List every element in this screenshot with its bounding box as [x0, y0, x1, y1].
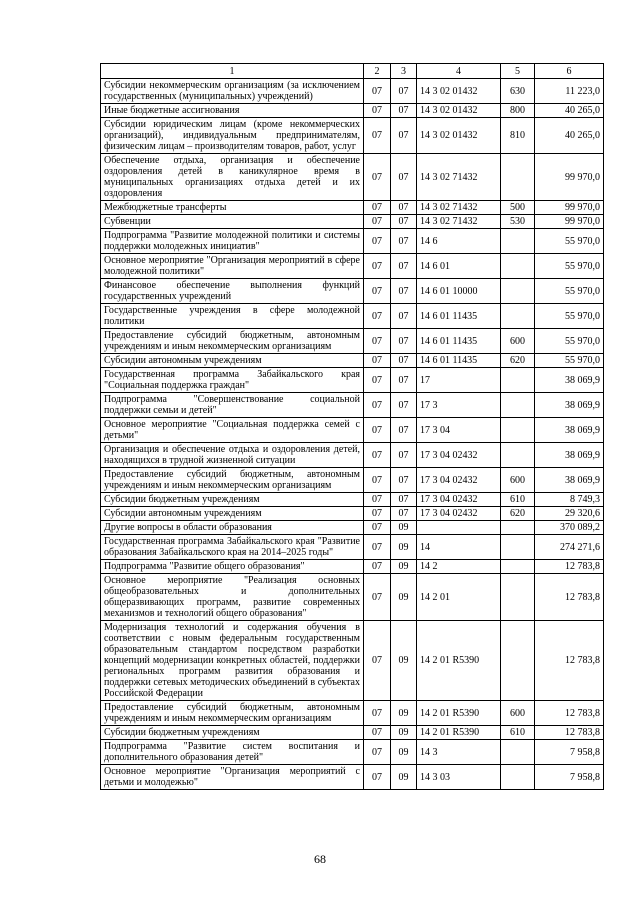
column-header: 4 [417, 64, 501, 79]
subsection-code-cell: 07 [391, 201, 417, 215]
section-code-cell: 07 [364, 279, 391, 304]
column-header: 6 [535, 64, 604, 79]
target-article-code-cell: 14 3 02 71432 [417, 154, 501, 201]
row-name-cell: Финансовое обеспечение выполнения функций государственных учреждений [101, 279, 364, 304]
row-name-cell: Основное мероприятие "Организация мероприятий с детьми и молодежью" [101, 765, 364, 790]
subsection-code-cell: 09 [391, 560, 417, 574]
amount-cell: 38 069,9 [535, 368, 604, 393]
amount-cell: 11 223,0 [535, 79, 604, 104]
section-code-cell: 07 [364, 701, 391, 726]
table-row [101, 443, 604, 468]
table-row [101, 254, 604, 279]
subsection-code-cell: 07 [391, 393, 417, 418]
table-row [101, 726, 604, 740]
table-header-row [101, 64, 604, 79]
amount-cell: 55 970,0 [535, 304, 604, 329]
amount-cell: 40 265,0 [535, 104, 604, 118]
subsection-code-cell: 07 [391, 329, 417, 354]
section-code-cell: 07 [364, 418, 391, 443]
subsection-code-cell: 07 [391, 254, 417, 279]
column-header: 1 [101, 64, 364, 79]
target-article-code-cell: 17 3 [417, 393, 501, 418]
target-article-code-cell: 14 2 01 R5390 [417, 621, 501, 701]
expense-type-code-cell: 620 [501, 507, 535, 521]
subsection-code-cell: 09 [391, 740, 417, 765]
subsection-code-cell: 07 [391, 104, 417, 118]
expense-type-code-cell [501, 443, 535, 468]
amount-cell: 55 970,0 [535, 279, 604, 304]
row-name-cell: Субсидии юридическим лицам (кроме некоммерческих организаций), индивидуальным предпринимателям, физическим лицам – производителям товаров, работ, услуг [101, 118, 364, 154]
table-row [101, 104, 604, 118]
section-code-cell: 07 [364, 354, 391, 368]
row-name-cell: Подпрограмма "Развитие систем воспитания и дополнительного образования детей" [101, 740, 364, 765]
subsection-code-cell: 07 [391, 443, 417, 468]
row-name-cell: Основное мероприятие "Реализация основных общеобразовательных и дополнительных общеразвивающих программ, развитие современных механизмов и технологий общего образования" [101, 574, 364, 621]
subsection-code-cell: 09 [391, 521, 417, 535]
expense-type-code-cell [501, 621, 535, 701]
table-row [101, 621, 604, 701]
expense-type-code-cell: 610 [501, 493, 535, 507]
amount-cell: 7 958,8 [535, 765, 604, 790]
row-name-cell: Субсидии бюджетным учреждениям [101, 493, 364, 507]
amount-cell: 12 783,8 [535, 701, 604, 726]
expense-type-code-cell [501, 418, 535, 443]
amount-cell: 38 069,9 [535, 418, 604, 443]
target-article-code-cell: 17 3 04 02432 [417, 468, 501, 493]
expense-type-code-cell [501, 254, 535, 279]
section-code-cell: 07 [364, 393, 391, 418]
section-code-cell: 07 [364, 726, 391, 740]
table-row [101, 418, 604, 443]
expense-type-code-cell: 620 [501, 354, 535, 368]
subsection-code-cell: 07 [391, 368, 417, 393]
expense-type-code-cell [501, 279, 535, 304]
target-article-code-cell: 14 6 01 [417, 254, 501, 279]
subsection-code-cell: 07 [391, 304, 417, 329]
table-row [101, 229, 604, 254]
subsection-code-cell: 09 [391, 726, 417, 740]
table-row [101, 354, 604, 368]
table-row [101, 154, 604, 201]
expense-type-code-cell: 600 [501, 701, 535, 726]
subsection-code-cell: 07 [391, 493, 417, 507]
table-row [101, 201, 604, 215]
expense-type-code-cell [501, 521, 535, 535]
table-row [101, 521, 604, 535]
table-row [101, 79, 604, 104]
section-code-cell: 07 [364, 574, 391, 621]
row-name-cell: Государственные учреждения в сфере молодежной политики [101, 304, 364, 329]
section-code-cell: 07 [364, 560, 391, 574]
table-row [101, 765, 604, 790]
table-row [101, 574, 604, 621]
expense-type-code-cell [501, 304, 535, 329]
section-code-cell: 07 [364, 468, 391, 493]
subsection-code-cell: 09 [391, 701, 417, 726]
subsection-code-cell: 07 [391, 154, 417, 201]
expense-type-code-cell [501, 393, 535, 418]
row-name-cell: Подпрограмма "Развитие молодежной политики и системы поддержки молодежных инициатив" [101, 229, 364, 254]
amount-cell: 7 958,8 [535, 740, 604, 765]
subsection-code-cell: 07 [391, 229, 417, 254]
amount-cell: 370 089,2 [535, 521, 604, 535]
section-code-cell: 07 [364, 254, 391, 279]
target-article-code-cell: 14 3 02 71432 [417, 201, 501, 215]
expense-type-code-cell: 600 [501, 329, 535, 354]
amount-cell: 29 320,6 [535, 507, 604, 521]
row-name-cell: Подпрограмма "Совершенствование социальной поддержки семьи и детей" [101, 393, 364, 418]
table-row [101, 493, 604, 507]
section-code-cell: 07 [364, 304, 391, 329]
row-name-cell: Иные бюджетные ассигнования [101, 104, 364, 118]
column-header: 2 [364, 64, 391, 79]
target-article-code-cell: 14 6 01 11435 [417, 304, 501, 329]
subsection-code-cell: 07 [391, 79, 417, 104]
expense-type-code-cell: 610 [501, 726, 535, 740]
expense-type-code-cell: 500 [501, 201, 535, 215]
section-code-cell: 07 [364, 443, 391, 468]
subsection-code-cell: 09 [391, 765, 417, 790]
row-name-cell: Другие вопросы в области образования [101, 521, 364, 535]
subsection-code-cell: 07 [391, 418, 417, 443]
amount-cell: 40 265,0 [535, 118, 604, 154]
target-article-code-cell: 14 6 01 11435 [417, 354, 501, 368]
budget-table-body [101, 64, 604, 790]
amount-cell: 55 970,0 [535, 354, 604, 368]
expense-type-code-cell [501, 560, 535, 574]
section-code-cell: 07 [364, 521, 391, 535]
subsection-code-cell: 07 [391, 507, 417, 521]
section-code-cell: 07 [364, 104, 391, 118]
target-article-code-cell: 14 2 01 R5390 [417, 726, 501, 740]
target-article-code-cell: 14 2 01 [417, 574, 501, 621]
target-article-code-cell: 14 3 02 01432 [417, 79, 501, 104]
subsection-code-cell: 07 [391, 118, 417, 154]
expense-type-code-cell [501, 740, 535, 765]
target-article-code-cell: 17 3 04 02432 [417, 493, 501, 507]
amount-cell: 55 970,0 [535, 229, 604, 254]
section-code-cell: 07 [364, 507, 391, 521]
expense-type-code-cell [501, 368, 535, 393]
table-row [101, 701, 604, 726]
amount-cell: 8 749,3 [535, 493, 604, 507]
target-article-code-cell: 17 3 04 [417, 418, 501, 443]
amount-cell: 12 783,8 [535, 560, 604, 574]
table-row [101, 118, 604, 154]
subsection-code-cell: 07 [391, 468, 417, 493]
row-name-cell: Субсидии некоммерческим организациям (за исключением государственных (муниципальных) учреждений) [101, 79, 364, 104]
target-article-code-cell: 14 3 02 01432 [417, 104, 501, 118]
target-article-code-cell: 14 3 02 71432 [417, 215, 501, 229]
table-row [101, 368, 604, 393]
page-number: 68 [314, 852, 326, 866]
amount-cell: 38 069,9 [535, 443, 604, 468]
target-article-code-cell [417, 521, 501, 535]
subsection-code-cell: 07 [391, 279, 417, 304]
table-row [101, 304, 604, 329]
section-code-cell: 07 [364, 621, 391, 701]
row-name-cell: Подпрограмма "Развитие общего образования" [101, 560, 364, 574]
table-row [101, 279, 604, 304]
table-row [101, 560, 604, 574]
target-article-code-cell: 14 6 [417, 229, 501, 254]
section-code-cell: 07 [364, 215, 391, 229]
expense-type-code-cell: 800 [501, 104, 535, 118]
column-header: 3 [391, 64, 417, 79]
target-article-code-cell: 14 6 01 11435 [417, 329, 501, 354]
row-name-cell: Модернизация технологий и содержания обучения в соответствии с новым федеральным государственным образовательным стандартом посредством разработки концепций модернизации конкретных областей, поддержки региональных программ развития образования и поддержки сетевых методических объединений в субъектах Российской Федерации [101, 621, 364, 701]
expense-type-code-cell: 810 [501, 118, 535, 154]
target-article-code-cell: 17 3 04 02432 [417, 507, 501, 521]
amount-cell: 99 970,0 [535, 154, 604, 201]
subsection-code-cell: 09 [391, 535, 417, 560]
section-code-cell: 07 [364, 765, 391, 790]
budget-table [100, 63, 604, 790]
amount-cell: 12 783,8 [535, 574, 604, 621]
expense-type-code-cell [501, 154, 535, 201]
table-row [101, 507, 604, 521]
row-name-cell: Предоставление субсидий бюджетным, автономным учреждениям и иным некоммерческим организациям [101, 701, 364, 726]
subsection-code-cell: 07 [391, 215, 417, 229]
amount-cell: 12 783,8 [535, 726, 604, 740]
amount-cell: 12 783,8 [535, 621, 604, 701]
amount-cell: 274 271,6 [535, 535, 604, 560]
section-code-cell: 07 [364, 329, 391, 354]
section-code-cell: 07 [364, 368, 391, 393]
target-article-code-cell: 14 3 02 01432 [417, 118, 501, 154]
subsection-code-cell: 09 [391, 621, 417, 701]
target-article-code-cell: 14 2 [417, 560, 501, 574]
amount-cell: 38 069,9 [535, 393, 604, 418]
row-name-cell: Предоставление субсидий бюджетным, автономным учреждениям и иным некоммерческим организациям [101, 468, 364, 493]
target-article-code-cell: 14 3 [417, 740, 501, 765]
row-name-cell: Субсидии бюджетным учреждениям [101, 726, 364, 740]
row-name-cell: Субвенции [101, 215, 364, 229]
row-name-cell: Государственная программа Забайкальского края "Развитие образования Забайкальского края на 2014–2025 годы" [101, 535, 364, 560]
section-code-cell: 07 [364, 118, 391, 154]
table-row [101, 468, 604, 493]
section-code-cell: 07 [364, 740, 391, 765]
subsection-code-cell: 07 [391, 354, 417, 368]
target-article-code-cell: 14 [417, 535, 501, 560]
target-article-code-cell: 17 3 04 02432 [417, 443, 501, 468]
row-name-cell: Обеспечение отдыха, организация и обеспечение оздоровления детей в каникулярное время в муниципальных организациях отдыха детей и их оздоровления [101, 154, 364, 201]
section-code-cell: 07 [364, 535, 391, 560]
row-name-cell: Организация и обеспечение отдыха и оздоровления детей, находящихся в трудной жизненной ситуации [101, 443, 364, 468]
expense-type-code-cell: 530 [501, 215, 535, 229]
row-name-cell: Предоставление субсидий бюджетным, автономным учреждениям и иным некоммерческим организациям [101, 329, 364, 354]
target-article-code-cell: 17 [417, 368, 501, 393]
table-row [101, 329, 604, 354]
section-code-cell: 07 [364, 201, 391, 215]
target-article-code-cell: 14 3 03 [417, 765, 501, 790]
amount-cell: 99 970,0 [535, 201, 604, 215]
section-code-cell: 07 [364, 493, 391, 507]
subsection-code-cell: 09 [391, 574, 417, 621]
table-row [101, 393, 604, 418]
amount-cell: 99 970,0 [535, 215, 604, 229]
target-article-code-cell: 14 6 01 10000 [417, 279, 501, 304]
expense-type-code-cell [501, 229, 535, 254]
table-row [101, 215, 604, 229]
amount-cell: 38 069,9 [535, 468, 604, 493]
amount-cell: 55 970,0 [535, 329, 604, 354]
expense-type-code-cell [501, 574, 535, 621]
column-header: 5 [501, 64, 535, 79]
expense-type-code-cell: 630 [501, 79, 535, 104]
table-row [101, 535, 604, 560]
expense-type-code-cell [501, 765, 535, 790]
row-name-cell: Государственная программа Забайкальского края "Социальная поддержка граждан" [101, 368, 364, 393]
section-code-cell: 07 [364, 229, 391, 254]
target-article-code-cell: 14 2 01 R5390 [417, 701, 501, 726]
table-row [101, 740, 604, 765]
row-name-cell: Субсидии автономным учреждениям [101, 354, 364, 368]
row-name-cell: Межбюджетные трансферты [101, 201, 364, 215]
section-code-cell: 07 [364, 79, 391, 104]
row-name-cell: Основное мероприятие "Организация мероприятий в сфере молодежной политики" [101, 254, 364, 279]
section-code-cell: 07 [364, 154, 391, 201]
row-name-cell: Основное мероприятие "Социальная поддержка семей с детьми" [101, 418, 364, 443]
amount-cell: 55 970,0 [535, 254, 604, 279]
expense-type-code-cell: 600 [501, 468, 535, 493]
expense-type-code-cell [501, 535, 535, 560]
row-name-cell: Субсидии автономным учреждениям [101, 507, 364, 521]
